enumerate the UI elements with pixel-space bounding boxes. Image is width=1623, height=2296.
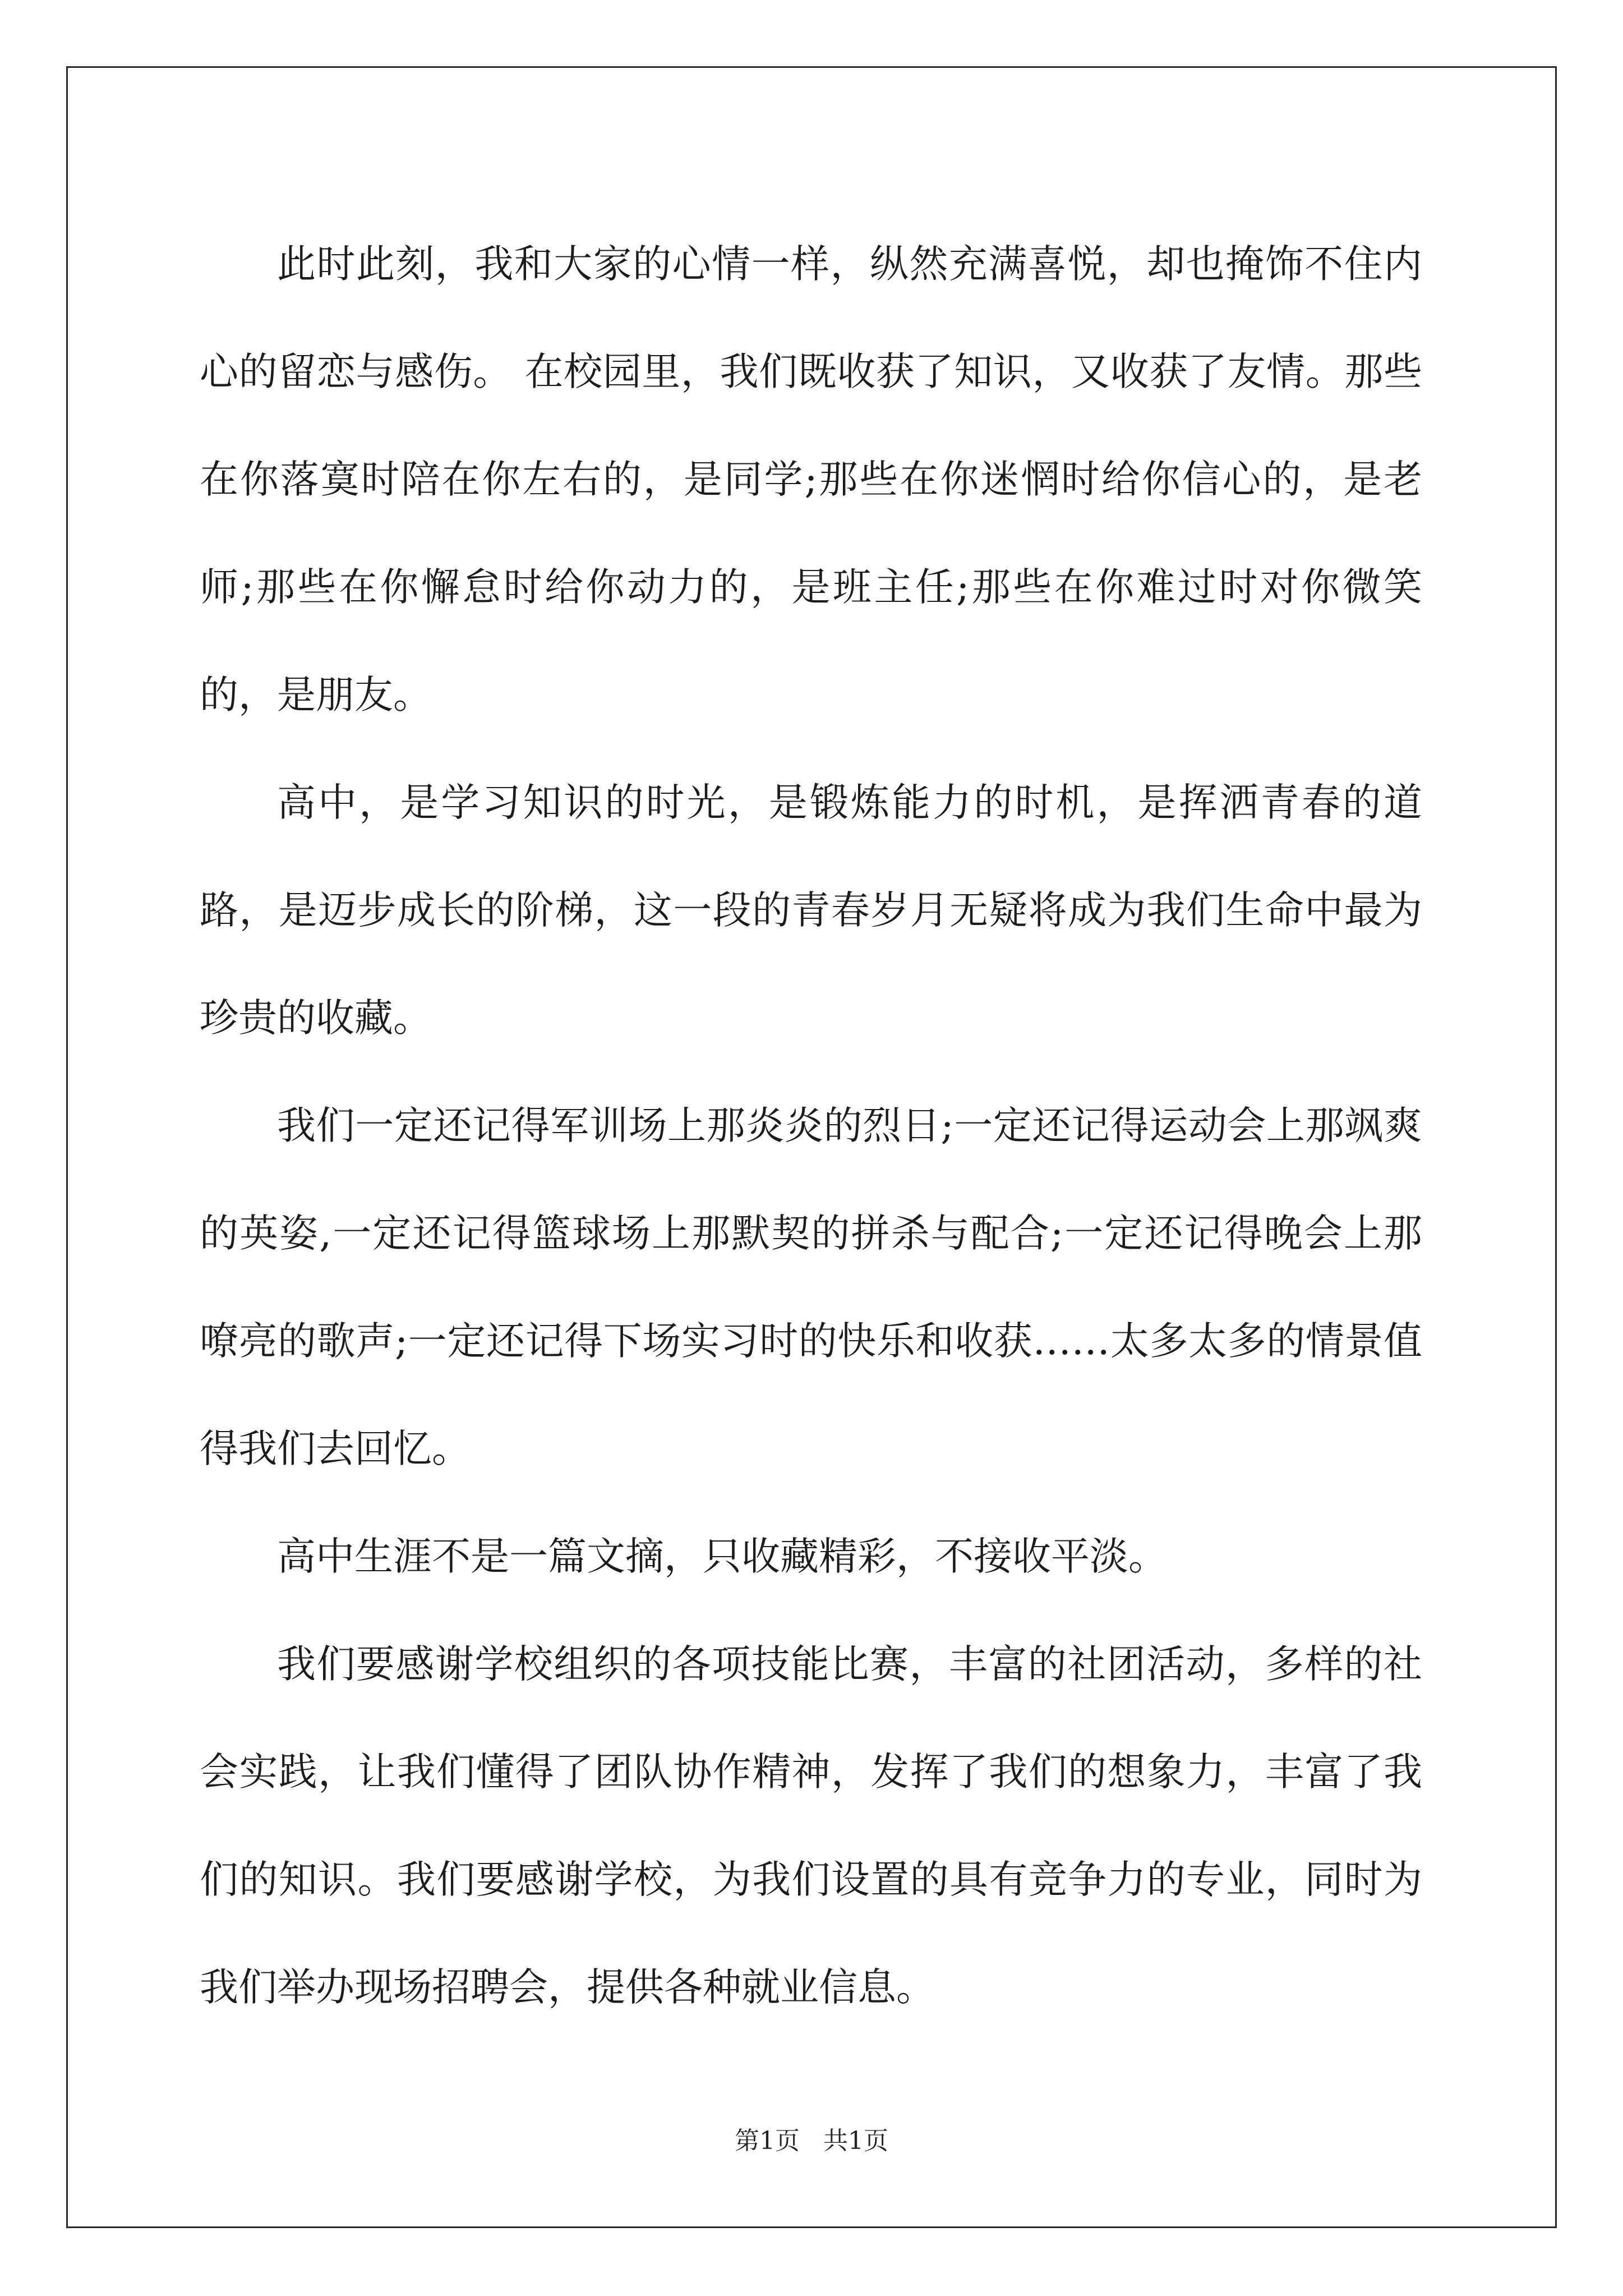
paragraph-3: 我们一定还记得军训场上那炎炎的烈日;一定还记得运动会上那飒爽的英姿,一定还记得篮球场上那默契的拼杀与配合;一定还记得晚会上那嘹亮的歌声;一定还记得下场实习时的快乐和收获……太多太多的情景值得我们去回忆。 (200, 1103, 1422, 1471)
document-body (200, 210, 1422, 2041)
paragraph-2: 高中，是学习知识的时光，是锻炼能力的时机，是挥洒青春的道路，是迈步成长的阶梯，这一段的青春岁月无疑将成为我们生命中最为珍贵的收藏。 (200, 780, 1422, 1041)
paragraph-4: 高中生涯不是一篇文摘，只收藏精彩，不接收平淡。 (277, 1534, 1167, 1579)
paragraph-5: 我们要感谢学校组织的各项技能比赛，丰富的社团活动，多样的社会实践，让我们懂得了团队协作精神，发挥了我们的想象力，丰富了我们的知识。我们要感谢学校，为我们设置的具有竞争力的专业，同时为我们举办现场招聘会，提供各种就业信息。 (200, 1642, 1422, 2010)
page-number-footer: 第1页 共1页 (735, 2127, 888, 2155)
paragraph-1: 此时此刻，我和大家的心情一样，纵然充满喜悦，却也掩饰不住内心的留恋与感伤。 在校园里，我们既收获了知识，又收获了友情。那些在你落寞时陪在你左右的，是同学;那些在你迷惘时给你信心的，是老师;那些在你懈怠时给你动力的，是班主任;那些在你难过时对你微笑的，是朋友。 (200, 242, 1422, 717)
